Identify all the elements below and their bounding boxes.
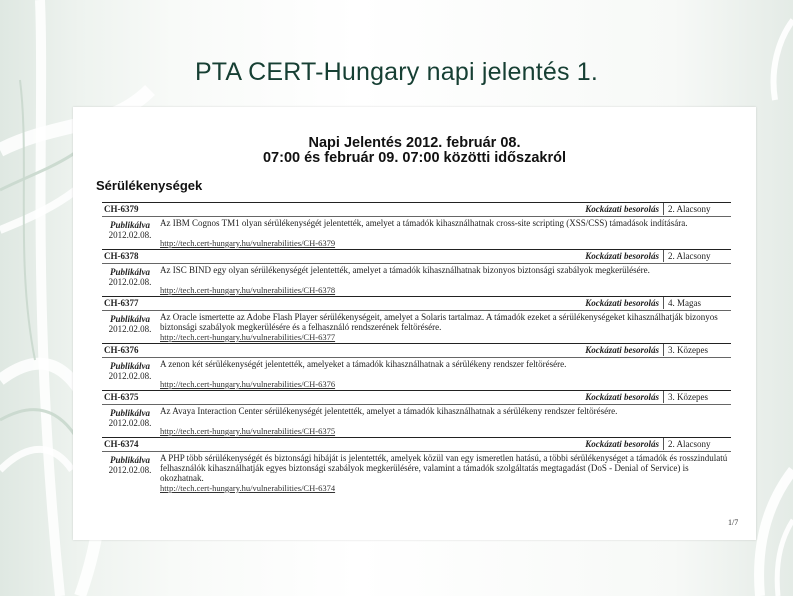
risk-value: 4. Magas: [663, 297, 731, 309]
vulnerability-id: CH-6377: [104, 298, 139, 308]
vulnerability-id: CH-6378: [104, 251, 139, 261]
risk-value: 3. Közepes: [663, 391, 731, 403]
entry-meta: [104, 455, 156, 475]
published-date: 2012.02.08.: [108, 418, 152, 428]
published-date: 2012.02.08.: [108, 371, 152, 381]
risk-label: Kockázati besorolás: [585, 251, 659, 261]
entry-meta: [104, 361, 156, 381]
risk-value: 3. Közepes: [663, 344, 731, 356]
entry-header: [102, 297, 731, 310]
published-label: Publikálva: [110, 267, 150, 277]
vulnerability-link[interactable]: http://tech.cert-hungary.hu/vulnerabilities/CH-6378: [160, 285, 336, 295]
entry-header: [102, 250, 731, 263]
vulnerability-entry: [102, 296, 731, 343]
entry-meta: [104, 408, 156, 428]
vulnerability-id: CH-6374: [104, 439, 139, 449]
vulnerability-link[interactable]: http://tech.cert-hungary.hu/vulnerabilities/CH-6375: [160, 426, 336, 436]
entry-header: [102, 391, 731, 404]
entry-body: [102, 451, 731, 494]
published-label: Publikálva: [110, 361, 150, 371]
entry-header: [102, 344, 731, 357]
vulnerability-description: Az Oracle ismertette az Adobe Flash Player sérülékenységeit, amelyet a Solaris tartalmaz. A támadók ezeket a sérülékenységeket kihasználhatják bizonyos biztonsági szabályok megkerülésére és a felhasználó rendszerének feltörésére.: [160, 312, 718, 332]
entry-body: [102, 310, 731, 343]
report-title-line-1: Napi Jelentés 2012. február 08.: [308, 135, 521, 151]
published-date: 2012.02.08.: [108, 324, 152, 334]
published-label: Publikálva: [110, 220, 150, 230]
entry-meta: [104, 314, 156, 334]
vulnerability-entry: [102, 437, 731, 494]
risk-label: Kockázati besorolás: [585, 298, 659, 308]
slide-title: PTA CERT-Hungary napi jelentés 1.: [194, 58, 599, 86]
entry-body: [102, 263, 731, 296]
vulnerability-description: A PHP több sérülékenységét és biztonsági hibáját is jelentették, amelyek közül van egy ismeretlen hatású, a többi sérülékenységet a támadók és rosszindulatú felhasználók kihasználhatják egyes biztonsági szabályok megkerülésére, valamint a támadók szolgáltatás megtagadást (DoS - Denial of Service) is okozhatnak.: [160, 453, 728, 483]
risk-label: Kockázati besorolás: [585, 392, 659, 402]
risk-label: Kockázati besorolás: [585, 439, 659, 449]
entry-header: [102, 203, 731, 216]
section-heading: Sérülékenységek: [96, 178, 203, 193]
vulnerability-entry: [102, 249, 731, 296]
risk-value: 2. Alacsony: [663, 203, 731, 215]
vulnerability-link[interactable]: http://tech.cert-hungary.hu/vulnerabilities/CH-6374: [160, 483, 336, 493]
vulnerability-id: CH-6376: [104, 345, 139, 355]
risk-value: 2. Alacsony: [663, 250, 731, 262]
published-date: 2012.02.08.: [108, 230, 152, 240]
vulnerability-entry: [102, 343, 731, 390]
entry-body: [102, 216, 731, 249]
entry-body: [102, 357, 731, 390]
vulnerability-description: Az IBM Cognos TM1 olyan sérülékenységét jelentették, amelyet a támadók kihasználhatnak cross-site scripting (XSS/CSS) támadások indítására.: [160, 218, 688, 228]
vulnerability-entry: [102, 390, 731, 437]
vulnerability-description: Az ISC BIND egy olyan sérülékenységét jelentették, amelyet a támadók kihasználhatnak bizonyos biztonsági szabályok megkerülésére.: [160, 265, 650, 275]
published-label: Publikálva: [110, 455, 150, 465]
vulnerability-link[interactable]: http://tech.cert-hungary.hu/vulnerabilities/CH-6379: [160, 238, 336, 248]
published-label: Publikálva: [110, 314, 150, 324]
vulnerability-description: Az Avaya Interaction Center sérülékenységét jelentették, amelyet a támadók kihasználhatnak a sérülékeny rendszer feltörésére.: [160, 406, 618, 416]
risk-value: 2. Alacsony: [663, 438, 731, 450]
vulnerability-link[interactable]: http://tech.cert-hungary.hu/vulnerabilities/CH-6376: [160, 379, 336, 389]
entry-meta: [104, 220, 156, 240]
report-document: [73, 107, 756, 540]
vulnerability-id: CH-6379: [104, 204, 139, 214]
entry-header: [102, 438, 731, 451]
page-number: 1/7: [728, 518, 739, 527]
entry-meta: [104, 267, 156, 287]
risk-label: Kockázati besorolás: [585, 204, 659, 214]
published-date: 2012.02.08.: [108, 465, 152, 475]
vulnerability-id: CH-6375: [104, 392, 139, 402]
risk-label: Kockázati besorolás: [585, 345, 659, 355]
vulnerability-list: [102, 202, 731, 494]
entry-body: [102, 404, 731, 437]
vulnerability-entry: [102, 202, 731, 249]
published-label: Publikálva: [110, 408, 150, 418]
report-title-line-2: 07:00 és február 09. 07:00 közötti időszakról: [262, 150, 566, 166]
vulnerability-link[interactable]: http://tech.cert-hungary.hu/vulnerabilities/CH-6377: [160, 332, 336, 342]
published-date: 2012.02.08.: [108, 277, 152, 287]
vulnerability-description: A zenon két sérülékenységét jelentették, amelyeket a támadók kihasználhatnak a sérülékeny rendszer feltörésére.: [160, 359, 567, 369]
